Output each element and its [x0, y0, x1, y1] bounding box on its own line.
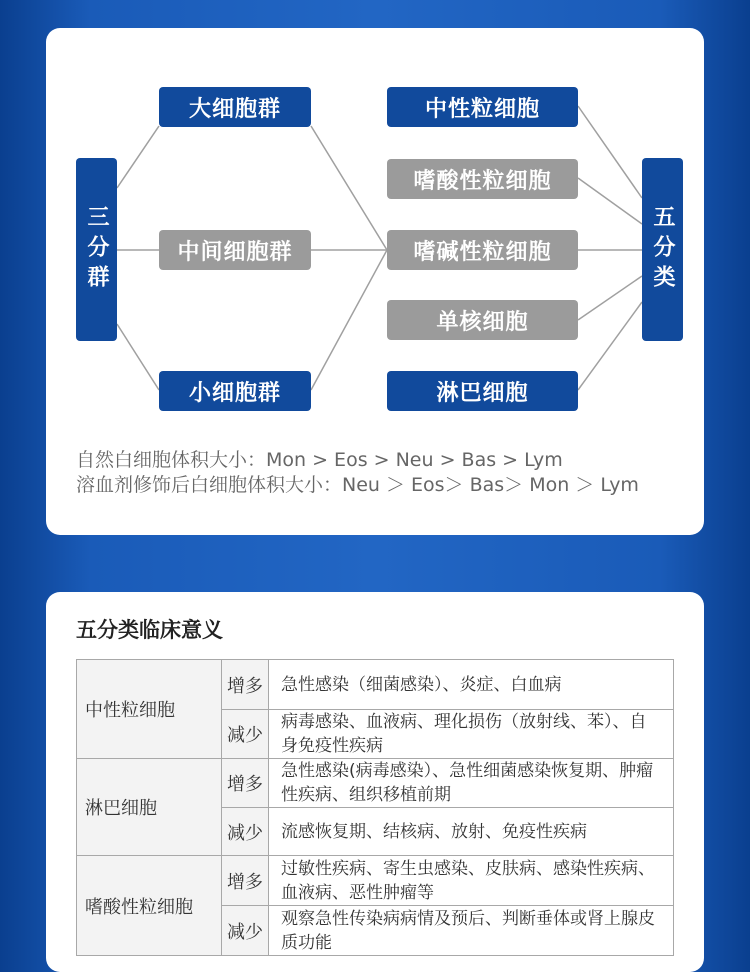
- basophil-box: 嗜碱性粒细胞: [387, 230, 578, 270]
- decrease-desc: 流感恢复期、结核病、放射、免疫性疾病: [269, 808, 674, 856]
- neutrophil-box: 中性粒细胞: [387, 87, 578, 127]
- classification-diagram-card: [46, 28, 704, 535]
- decrease-desc: 病毒感染、血液病、理化损伤（放射线、苯）、自身免疫性疾病: [269, 710, 674, 759]
- category-cell: 淋巴细胞: [77, 759, 222, 856]
- connector-line: [578, 276, 642, 320]
- table-row: [77, 759, 674, 808]
- decrease-label: 减少: [222, 906, 269, 956]
- increase-desc: 急性感染（细菌感染）、炎症、白血病: [269, 660, 674, 710]
- connector-line: [117, 126, 159, 188]
- connector-line: [311, 250, 387, 390]
- small-cell-group-box: 小细胞群: [159, 371, 311, 411]
- category-cell: 中性粒细胞: [77, 660, 222, 759]
- decrease-desc: 观察急性传染病病情及预后、判断垂体或肾上腺皮质功能: [269, 906, 674, 956]
- large-cell-group-box: 大细胞群: [159, 87, 311, 127]
- decrease-label: 减少: [222, 710, 269, 759]
- decrease-label: 减少: [222, 808, 269, 856]
- increase-desc: 急性感染(病毒感染）、急性细菌感染恢复期、肿瘤性疾病、组织移植前期: [269, 759, 674, 808]
- lymphocyte-box: 淋巴细胞: [387, 371, 578, 411]
- increase-desc: 过敏性疾病、寄生虫感染、皮肤病、感染性疾病、血液病、恶性肿瘤等: [269, 856, 674, 906]
- connector-line: [117, 324, 159, 390]
- category-cell: 嗜酸性粒细胞: [77, 856, 222, 956]
- connector-line: [578, 302, 642, 390]
- section-title: 五分类临床意义: [76, 618, 223, 642]
- caption-lysed-size: 溶血剂修饰后白细胞体积大小：Neu ＞ Eos＞ Bas＞ Mon ＞ Lym: [76, 474, 639, 496]
- three-part-box: 三分群: [76, 158, 117, 341]
- increase-label: 增多: [222, 759, 269, 808]
- table-row: [77, 660, 674, 710]
- clinical-table: [76, 659, 674, 956]
- five-part-box: 五分类: [642, 158, 683, 341]
- eosinophil-box: 嗜酸性粒细胞: [387, 159, 578, 199]
- increase-label: 增多: [222, 856, 269, 906]
- table-row: [77, 856, 674, 906]
- increase-label: 增多: [222, 660, 269, 710]
- middle-cell-group-box: 中间细胞群: [159, 230, 311, 270]
- clinical-significance-card: [46, 592, 704, 972]
- connector-line: [311, 126, 387, 250]
- caption-natural-size: 自然白细胞体积大小：Mon > Eos > Neu > Bas > Lym: [76, 449, 563, 471]
- monocyte-box: 单核细胞: [387, 300, 578, 340]
